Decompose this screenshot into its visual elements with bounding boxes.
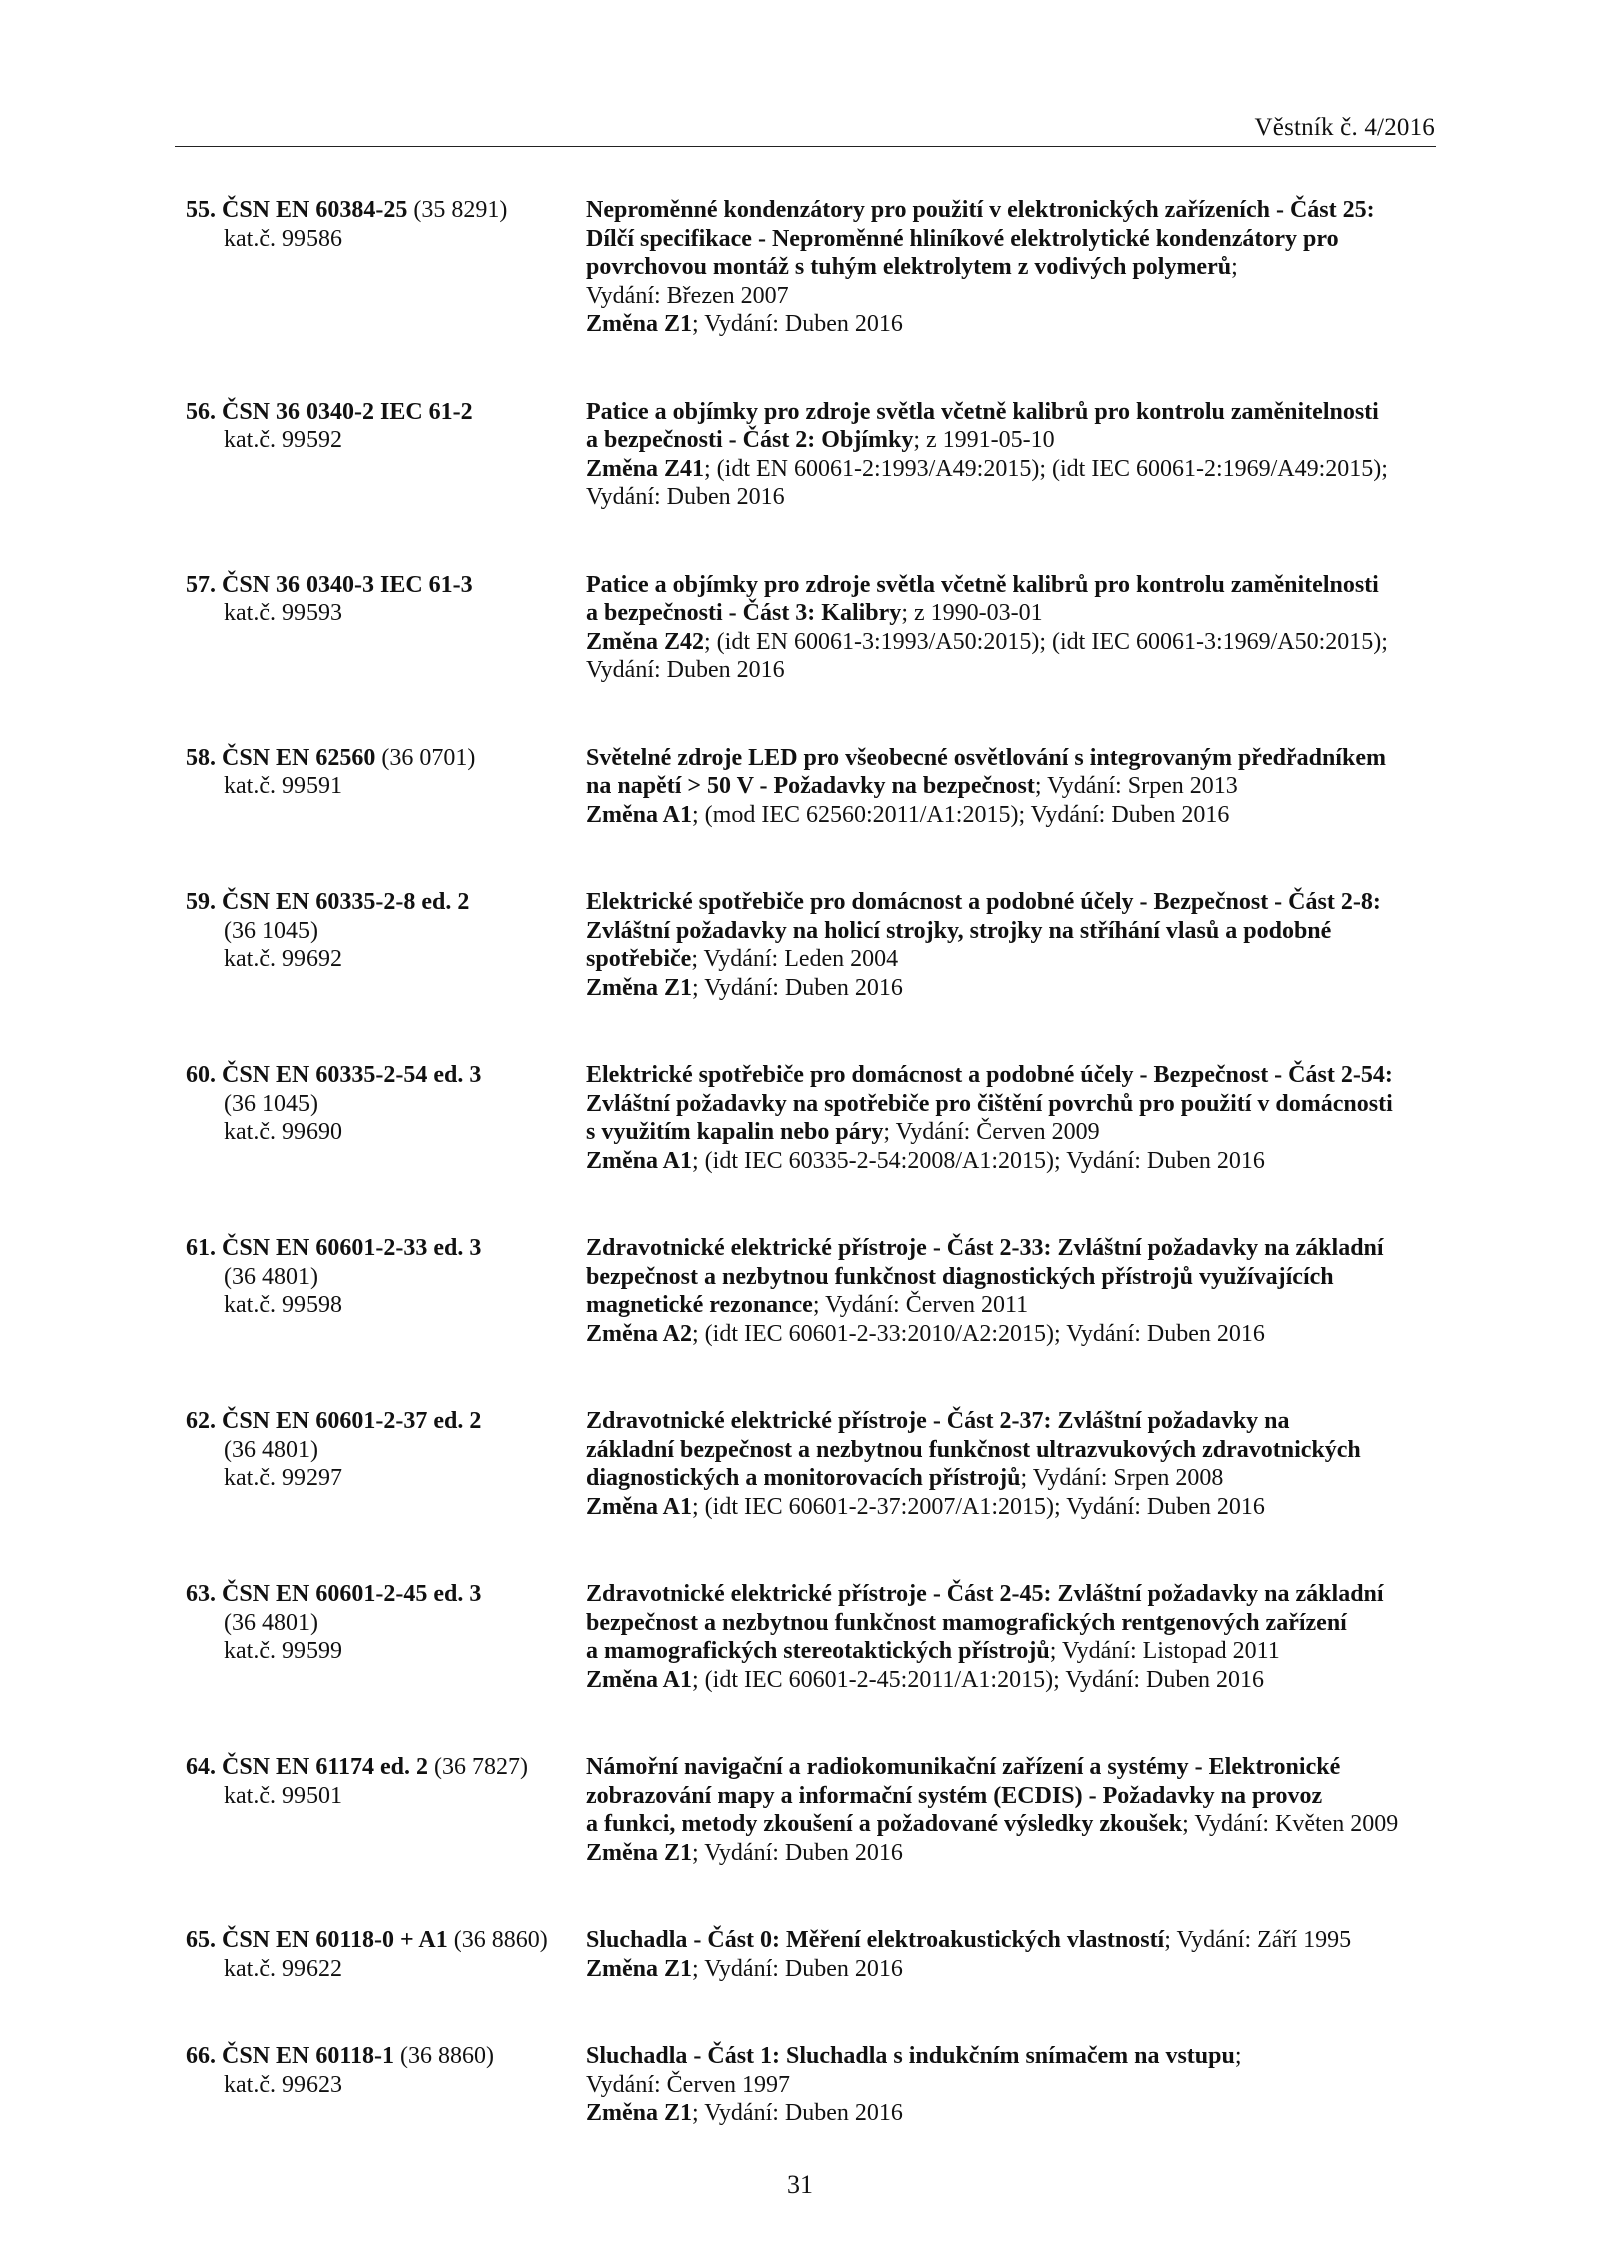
standard-entry (186, 1926, 1436, 1983)
standard-code: ČSN EN 61174 ed. 2 (222, 1754, 429, 1780)
standard-date: ; z 1991-05-10 (913, 427, 1055, 453)
class-code: (36 4801) (224, 1263, 318, 1290)
standard-entry (186, 1061, 1436, 1175)
standard-title: Zdravotnické elektrické přístroje - Část 2-37: Zvláštní požadavky na (586, 1408, 1290, 1434)
standard-entry (186, 1753, 1436, 1867)
standard-title: a funkci, metody zkoušení a požadované výsledky zkoušek (586, 1811, 1183, 1837)
issue-date: ; Vydání: Červen 2011 (812, 1292, 1029, 1318)
entry-number: 55. (186, 197, 216, 223)
standard-title: základní bezpečnost a nezbytnou funkčnost ultrazvukových zdravotnických (586, 1436, 1361, 1463)
class-code: (36 8860) (400, 2043, 495, 2069)
catalog-number: kat.č. 99598 (224, 1292, 342, 1318)
change-details: ; (idt IEC 60335-2-54:2008/A1:2015); Vydání: Duben 2016 (692, 1147, 1265, 1174)
standard-code: ČSN EN 60601-2-33 ed. 3 (222, 1235, 482, 1261)
catalog-number: kat.č. 99586 (224, 225, 342, 252)
standard-identifier (186, 2042, 586, 2128)
standard-date: ; z 1990-03-01 (901, 600, 1043, 626)
change-label: Změna A1 (586, 801, 693, 828)
change-details: ; (idt IEC 60601-2-37:2007/A1:2015); Vydání: Duben 2016 (692, 1493, 1265, 1520)
standard-code: ČSN 36 0340-2 IEC 61-2 (222, 398, 473, 425)
standard-title: Námořní navigační a radiokomunikační zařízení a systémy - Elektronické (586, 1754, 1341, 1780)
change-details: ; (idt EN 60061-3:1993/A50:2015); (idt IEC 60061-3:1969/A50:2015); (704, 628, 1388, 655)
change-label: Změna A1 (586, 1493, 693, 1520)
change-details: ; Vydání: Duben 2016 (692, 311, 903, 337)
catalog-number: kat.č. 99593 (224, 600, 342, 626)
change-label: Změna Z1 (586, 2100, 693, 2126)
standard-identifier (186, 1407, 586, 1521)
standard-description (586, 398, 1436, 512)
issue-date: ; Vydání: Listopad 2011 (1049, 1638, 1280, 1664)
standard-description (586, 1580, 1436, 1694)
standard-title: Patice a objímky pro zdroje světla včetně kalibrů pro kontrolu zaměnitelnosti (586, 571, 1379, 598)
change-label: Změna Z1 (586, 974, 693, 1001)
issue-date: Vydání: Duben 2016 (586, 484, 785, 510)
catalog-number: kat.č. 99599 (224, 1638, 342, 1664)
standard-title: bezpečnost a nezbytnou funkčnost mamografických rentgenových zařízení (586, 1609, 1347, 1636)
standard-code: ČSN EN 60335-2-8 ed. 2 (222, 889, 470, 915)
catalog-number: kat.č. 99623 (224, 2071, 342, 2098)
standard-code: ČSN 36 0340-3 IEC 61-3 (222, 571, 473, 598)
standard-code: ČSN EN 60335-2-54 ed. 3 (222, 1062, 482, 1088)
standard-title: Elektrické spotřebiče pro domácnost a podobné účely - Bezpečnost - Část 2-8: (586, 889, 1381, 915)
catalog-number: kat.č. 99592 (224, 427, 342, 453)
standard-title: Patice a objímky pro zdroje světla včetně kalibrů pro kontrolu zaměnitelnosti (586, 398, 1379, 425)
standard-entry (186, 1234, 1436, 1348)
standard-entry (186, 1580, 1436, 1694)
standard-identifier (186, 571, 586, 685)
catalog-number: kat.č. 99692 (224, 946, 342, 972)
change-label: Změna Z1 (586, 1955, 693, 1982)
standard-title: a bezpečnosti - Část 2: Objímky (586, 427, 914, 453)
standard-title: Sluchadla - Část 1: Sluchadla s indukčním snímačem na vstupu (586, 2043, 1235, 2069)
entry-number: 62. (186, 1408, 216, 1434)
standard-entry (186, 398, 1436, 512)
standard-code: ČSN EN 60118-1 (222, 2043, 395, 2069)
change-label: Změna A1 (586, 1147, 693, 1174)
standard-entry (186, 1407, 1436, 1521)
entry-number: 65. (186, 1927, 216, 1953)
catalog-number: kat.č. 99622 (224, 1955, 342, 1982)
standard-title: povrchovou montáž s tuhým elektrolytem z vodivých polymerů (586, 254, 1232, 280)
change-details: ; (mod IEC 62560:2011/A1:2015); Vydání: Duben 2016 (692, 801, 1230, 828)
standard-title: Zdravotnické elektrické přístroje - Část 2-33: Zvláštní požadavky na základní (586, 1235, 1384, 1261)
standard-description (586, 744, 1436, 830)
class-code: (36 7827) (434, 1754, 529, 1780)
standard-title: bezpečnost a nezbytnou funkčnost diagnostických přístrojů využívajících (586, 1263, 1334, 1290)
entry-number: 57. (186, 571, 216, 598)
change-label: Změna Z42 (586, 628, 705, 655)
standard-identifier (186, 1580, 586, 1694)
class-code: (36 1045) (224, 917, 318, 944)
standard-code: ČSN EN 62560 (222, 744, 376, 771)
class-code: (36 0701) (381, 744, 476, 771)
change-label: Změna A1 (586, 1666, 693, 1693)
standard-title: s využitím kapalin nebo páry (586, 1119, 884, 1145)
issue-date: ; Vydání: Květen 2009 (1182, 1811, 1399, 1837)
standard-title: a bezpečnosti - Část 3: Kalibry (586, 600, 902, 626)
change-details: ; Vydání: Duben 2016 (692, 1839, 903, 1866)
standard-description (586, 1926, 1436, 1983)
standard-description (586, 2042, 1436, 2128)
standard-title: a mamografických stereotaktických přístrojů (586, 1638, 1050, 1664)
separator: ; (1231, 254, 1238, 280)
change-details: ; (idt IEC 60601-2-45:2011/A1:2015); Vydání: Duben 2016 (692, 1666, 1264, 1693)
separator: ; (1234, 2043, 1242, 2069)
entry-number: 63. (186, 1581, 216, 1607)
standard-description (586, 1407, 1436, 1521)
change-details: ; (idt EN 60061-2:1993/A49:2015); (idt IEC 60061-2:1969/A49:2015); (704, 455, 1388, 482)
standard-title: magnetické rezonance (586, 1292, 813, 1318)
standard-title: na napětí > 50 V - Požadavky na bezpečnost (586, 773, 1035, 799)
standard-description (586, 1061, 1436, 1175)
class-code: (36 8860) (453, 1927, 548, 1953)
catalog-number: kat.č. 99297 (224, 1465, 342, 1491)
change-details: ; Vydání: Duben 2016 (692, 974, 903, 1001)
issue-date: Vydání: Duben 2016 (586, 657, 785, 683)
standard-description (586, 196, 1436, 339)
standard-entry (186, 744, 1436, 830)
entry-number: 59. (186, 889, 216, 915)
change-label: Změna Z41 (586, 455, 705, 482)
bulletin-title: Věstník č. 4/2016 (1254, 114, 1435, 141)
standard-code: ČSN EN 60601-2-37 ed. 2 (222, 1408, 482, 1434)
change-details: ; Vydání: Duben 2016 (692, 2100, 903, 2126)
standard-title: Zvláštní požadavky na spotřebiče pro čištění povrchů pro použití v domácnosti (586, 1090, 1393, 1117)
standard-title: diagnostických a monitorovacích přístrojů (586, 1465, 1021, 1491)
issue-date: ; Vydání: Leden 2004 (691, 946, 899, 972)
entry-number: 66. (186, 2043, 216, 2069)
standard-title: zobrazování mapy a informační systém (ECDIS) - Požadavky na provoz (586, 1782, 1323, 1809)
issue-date: ; Vydání: Srpen 2013 (1034, 773, 1238, 799)
standard-title: Světelné zdroje LED pro všeobecné osvětlování s integrovaným předřadníkem (586, 744, 1386, 771)
entry-number: 61. (186, 1235, 216, 1261)
issue-date: ; Vydání: Srpen 2008 (1020, 1465, 1224, 1491)
issue-date: ; Vydání: Červen 2009 (883, 1119, 1100, 1145)
change-details: ; (idt IEC 60601-2-33:2010/A2:2015); Vydání: Duben 2016 (692, 1320, 1265, 1347)
class-code: (36 1045) (224, 1090, 318, 1117)
issue-date: Vydání: Březen 2007 (586, 282, 789, 309)
standard-identifier (186, 196, 586, 339)
standard-title: Zvláštní požadavky na holicí strojky, strojky na stříhání vlasů a podobné (586, 917, 1332, 944)
catalog-number: kat.č. 99501 (224, 1782, 342, 1809)
standard-identifier (186, 1926, 586, 1983)
entry-number: 56. (186, 398, 216, 425)
standard-identifier (186, 398, 586, 512)
standard-title: Elektrické spotřebiče pro domácnost a podobné účely - Bezpečnost - Část 2-54: (586, 1062, 1393, 1088)
standard-identifier (186, 1234, 586, 1348)
change-details: ; Vydání: Duben 2016 (692, 1955, 903, 1982)
issue-date: Vydání: Červen 1997 (586, 2071, 790, 2098)
header-divider (175, 146, 1436, 147)
change-label: Změna A2 (586, 1320, 693, 1347)
issue-date: ; Vydání: Září 1995 (1164, 1927, 1352, 1953)
change-label: Změna Z1 (586, 311, 693, 337)
standard-entry (186, 571, 1436, 685)
standard-title: Neproměnné kondenzátory pro použití v elektronických zařízeních - Část 25: (586, 197, 1375, 223)
class-code: (36 4801) (224, 1609, 318, 1636)
entry-number: 64. (186, 1754, 216, 1780)
standard-title: Zdravotnické elektrické přístroje - Část 2-45: Zvláštní požadavky na základní (586, 1581, 1384, 1607)
standard-code: ČSN EN 60118-0 + A1 (222, 1927, 448, 1953)
standard-code: ČSN EN 60601-2-45 ed. 3 (222, 1581, 482, 1607)
standard-description (586, 571, 1436, 685)
standard-title: Sluchadla - Část 0: Měření elektroakustických vlastností (586, 1927, 1165, 1953)
standard-identifier (186, 888, 586, 1002)
standard-description (586, 1234, 1436, 1348)
standard-description (586, 1753, 1436, 1867)
standard-entry (186, 888, 1436, 1002)
class-code: (36 4801) (224, 1436, 318, 1463)
entry-number: 60. (186, 1062, 216, 1088)
standard-identifier (186, 1753, 586, 1867)
standard-title: spotřebiče (586, 946, 692, 972)
standard-code: ČSN EN 60384-25 (222, 197, 408, 223)
catalog-number: kat.č. 99591 (224, 773, 342, 799)
standards-list (186, 196, 1436, 2128)
standard-identifier (186, 744, 586, 830)
standard-title: Dílčí specifikace - Neproměnné hliníkové elektrolytické kondenzátory pro (586, 225, 1339, 252)
entry-number: 58. (186, 744, 216, 771)
change-label: Změna Z1 (586, 1839, 693, 1866)
catalog-number: kat.č. 99690 (224, 1119, 342, 1145)
page-number: 31 (787, 2170, 813, 2199)
standard-entry (186, 196, 1436, 339)
standard-entry (186, 2042, 1436, 2128)
standard-identifier (186, 1061, 586, 1175)
class-code: (35 8291) (413, 197, 508, 223)
standard-description (586, 888, 1436, 1002)
